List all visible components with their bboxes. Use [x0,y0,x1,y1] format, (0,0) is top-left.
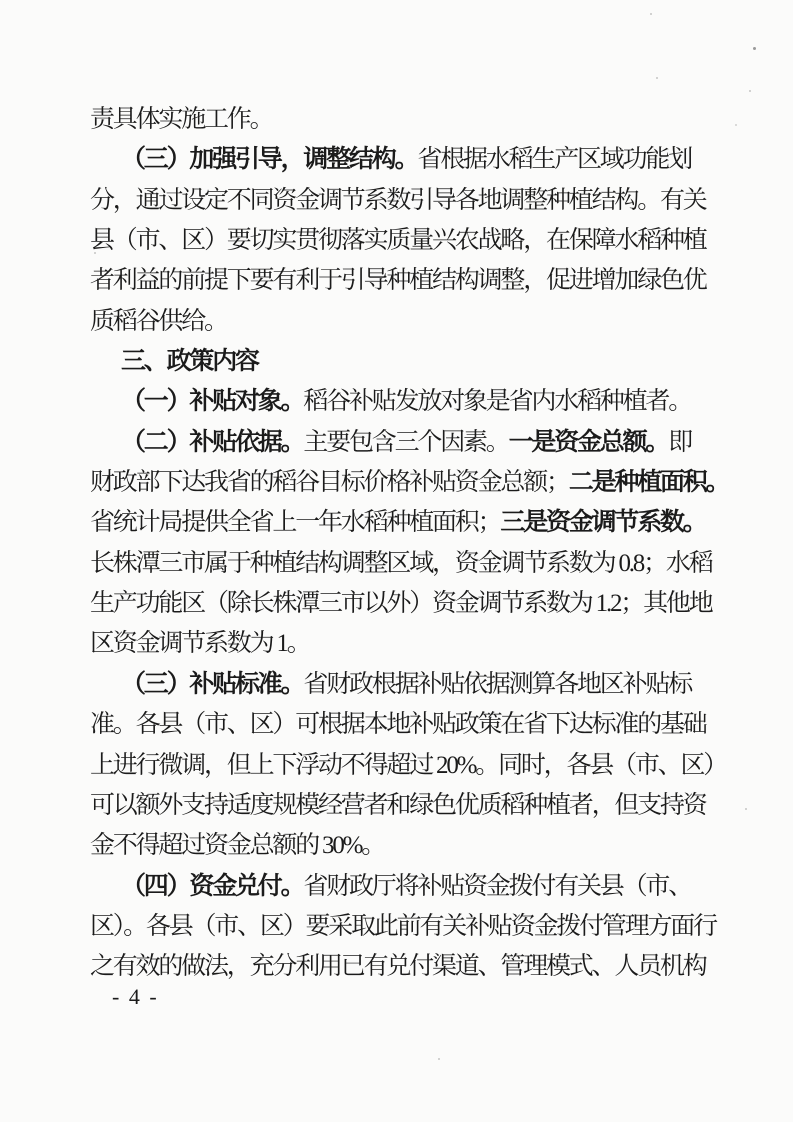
text-line [90,584,715,624]
scan-speck [753,47,756,50]
page-number: - 4 - [112,984,159,1009]
text-segment: 县（市、区）要切实贯彻落实质量兴农战略，在保障水稻种植 [90,227,706,255]
text-segment: 可以额外支持适度规模经营者和绿色优质稻种植者，但支持资 [90,791,706,819]
text-line [90,221,715,261]
scan-speck [656,77,658,79]
text-line [90,181,715,221]
bold-text-segment: 二是种植面积。 [568,469,729,497]
document-lines [90,100,729,988]
scan-speck [745,808,747,810]
text-segment: 金不得超过资金总额的 30%。 [90,832,385,860]
text-segment: 省统计局提供全省上一年水稻种植面积； [90,509,501,537]
bold-text-segment: 一是资金总额。 [508,428,669,456]
text-line [90,907,715,947]
text-segment: 上进行微调，但上下浮动不得超过 20%。同时，各县（市、区） [90,751,727,779]
scan-speck [735,124,737,126]
text-segment: 省财政根据补贴依据测算各地区补贴标 [303,670,692,698]
bold-text-segment: 三是资金调节系数。 [500,509,706,537]
bold-text-segment: （四）资金兑付。 [121,872,304,900]
text-line [90,786,715,826]
text-line [90,826,715,866]
text-line [90,463,729,503]
text-segment: 长株潭三市属于种植结构调整区域，资金调节系数为 0.8；水稻 [90,549,712,577]
scan-speck [650,13,652,15]
text-line [90,624,715,664]
text-segment: 省财政厅将补贴资金拨付有关县（市、 [303,872,692,900]
text-line [90,544,715,584]
text-line [90,705,715,745]
text-segment: 者利益的前提下要有利于引导种植结构调整，促进增加绿色优 [90,267,706,295]
text-line [90,746,727,786]
text-line [90,665,715,705]
text-segment: 省根据水稻生产区域功能划 [417,146,692,174]
text-line [90,100,715,140]
text-segment: 主要包含三个因素。 [303,428,509,456]
text-segment: 稻谷补贴发放对象是省内水稻种植者。 [303,388,692,416]
text-segment: 生产功能区（除长株潭三市以外）资金调节系数为 1.2；其他地 [90,590,712,618]
bold-text-segment: 三、政策内容 [121,348,258,376]
text-line [90,503,715,543]
text-segment: 区）。各县（市、区）要采取此前有关补贴资金拨付管理方面行 [90,912,716,940]
scan-speck [438,1058,440,1060]
text-segment: 财政部下达我省的稻谷目标价格补贴资金总额； [90,469,569,497]
text-segment: 责具体实施工作。 [90,106,273,133]
bold-text-segment: （二）补贴依据。 [121,428,304,456]
text-segment: 分，通过设定不同资金调节系数引导各地调整种植结构。有关 [90,186,706,214]
text-line [90,947,715,987]
text-line [90,140,715,180]
text-line [90,261,715,301]
text-line [90,302,715,342]
scan-speck [749,90,751,92]
text-segment: 准。各县（市、区）可根据本地补贴政策在省下达标准的基础 [90,711,706,739]
text-line [90,382,715,422]
text-line [90,867,715,907]
bold-text-segment: （三）加强引导，调整结构。 [121,146,418,174]
bold-text-segment: （一）补贴对象。 [121,388,304,416]
scan-speck [94,252,96,254]
text-segment: 之有效的做法，充分利用已有兑付渠道、管理模式、人员机构 [90,953,706,981]
text-line [90,423,715,463]
text-segment: 区资金调节系数为 1。 [90,630,310,658]
text-segment: 质稻谷供给。 [90,307,227,335]
bold-text-segment: （三）补贴标准。 [121,670,304,698]
text-segment: 即 [668,428,692,456]
text-line [90,342,715,382]
